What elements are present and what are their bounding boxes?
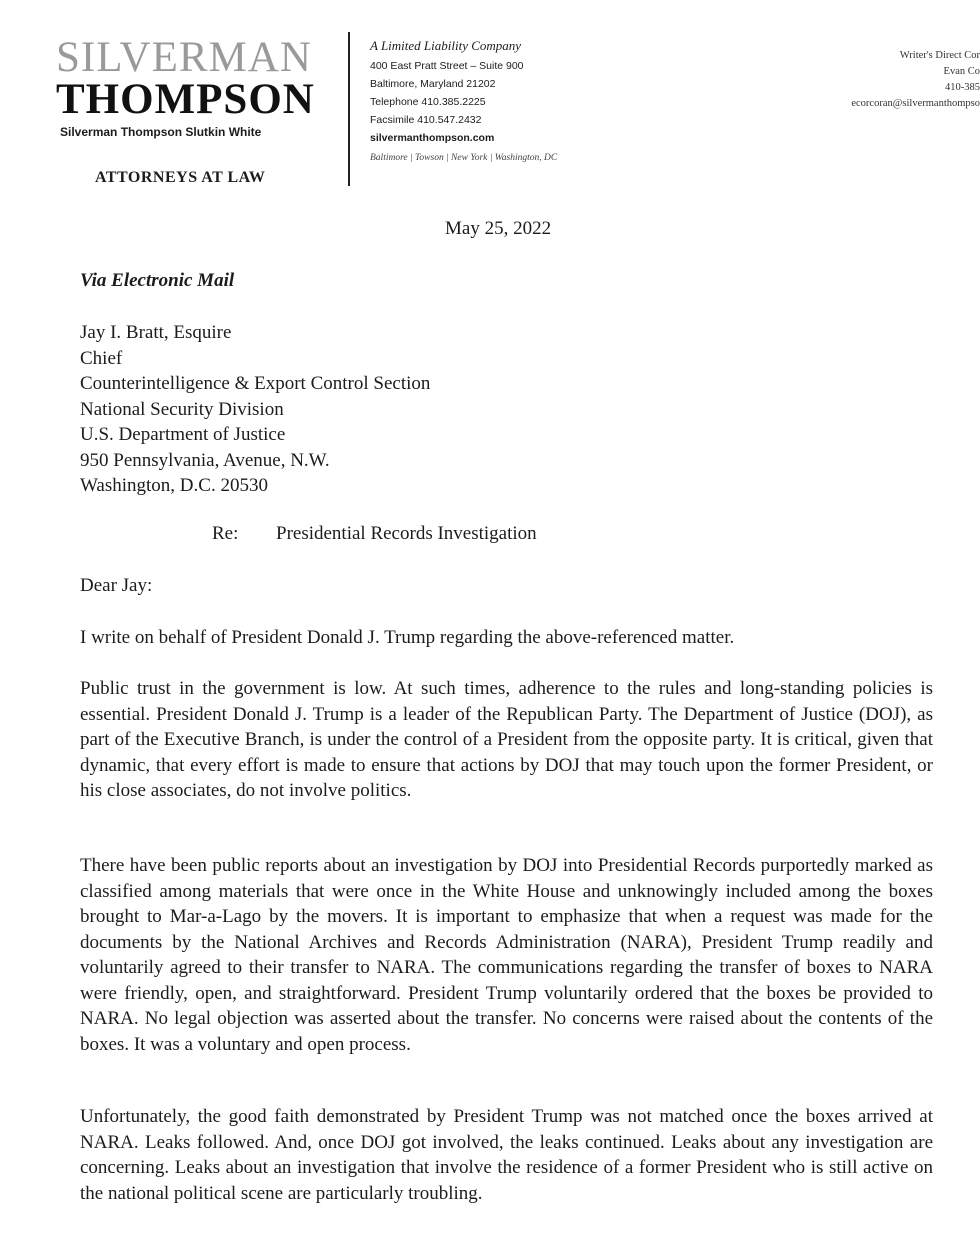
writer-direct-contact xyxy=(851,48,980,112)
telephone: Telephone 410.385.2225 xyxy=(370,96,486,108)
address-street: 400 East Pratt Street – Suite 900 xyxy=(370,60,524,72)
re-subject: Presidential Records Investigation xyxy=(276,523,537,544)
firm-logo-thompson: THOMPSON xyxy=(56,76,315,123)
direct-contact-email[interactable]: ecorcoran@silvermanthompso xyxy=(851,98,980,109)
recipient-street: 950 Pennsylvania, Avenue, N.W. xyxy=(80,449,330,471)
firm-logo-silverman: SILVERMAN xyxy=(56,34,312,81)
delivery-method: Via Electronic Mail xyxy=(80,270,235,291)
recipient-division: National Security Division xyxy=(80,398,284,420)
recipient-name: Jay I. Bratt, Esquire xyxy=(80,322,232,343)
body-paragraph-3: There have been public reports about an investigation by DOJ into Presidential Records purportedly marked as classified among materials that were once in the White House and unknowingly included among the boxes brought to Mar-a-Lago by the movers. It is important to emphasize that when a request was made for the documents by the National Archives and Records Administration (NARA), President Trump readily and voluntarily agreed to their transfer to NARA. The communications regarding the transfer of boxes to NARA were friendly, open, and straightforward. President Trump voluntarily ordered that the boxes be provided to NARA. No legal objection was asserted about the transfer. No concerns were raised about the contents of the boxes. It was a voluntary and open process. xyxy=(80,855,933,1055)
direct-contact-phone: 410-385 xyxy=(945,82,980,93)
re-label: Re: xyxy=(212,523,239,544)
recipient-city: Washington, D.C. 20530 xyxy=(80,475,268,496)
company-type: A Limited Liability Company xyxy=(370,38,522,53)
firm-full-name: Silverman Thompson Slutkin White xyxy=(60,125,262,139)
address-city: Baltimore, Maryland 21202 xyxy=(370,78,496,90)
letterhead-divider xyxy=(348,32,350,186)
body-paragraph-2: Public trust in the government is low. At such times, adherence to the rules and long-standing policies is essential. President Donald J. Trump is a leader of the Republican Party. The Department of Justice (DOJ), as part of the Executive Branch, is under the control of a President from the opposite party. It is critical, given that dynamic, that every effort is made to ensure that actions by DOJ that may touch upon the former President, or his close associates, do not involve politics. xyxy=(80,678,933,801)
body-paragraph-4: Unfortunately, the good faith demonstrated by President Trump was not matched once the boxes arrived at NARA. Leaks followed. And, once DOJ got involved, the leaks continued. Leaks about any investigation are concerning. Leaks about an investigation that involve the residence of a former President who is still active on the national political scene are particularly troubling. xyxy=(80,1106,933,1204)
recipient-title: Chief xyxy=(80,347,123,369)
recipient-address xyxy=(80,320,430,499)
recipient-section: Counterintelligence & Export Control Section xyxy=(80,373,431,394)
body-paragraph-1: I write on behalf of President Donald J. Trump regarding the above-referenced matter. xyxy=(80,627,735,648)
direct-contact-label: Writer's Direct Cor xyxy=(899,50,980,61)
website-link[interactable]: silvermanthompson.com xyxy=(370,132,495,144)
attorneys-at-law-tagline: ATTORNEYS AT LAW xyxy=(95,169,266,186)
recipient-department: U.S. Department of Justice xyxy=(80,424,286,445)
direct-contact-name: Evan Co xyxy=(943,66,980,77)
letter-date: May 25, 2022 xyxy=(445,218,552,239)
salutation: Dear Jay: xyxy=(80,575,153,596)
firm-contact-block xyxy=(370,38,557,163)
facsimile: Facsimile 410.547.2432 xyxy=(370,114,482,126)
office-locations: Baltimore | Towson | New York | Washington, DC xyxy=(370,153,558,163)
